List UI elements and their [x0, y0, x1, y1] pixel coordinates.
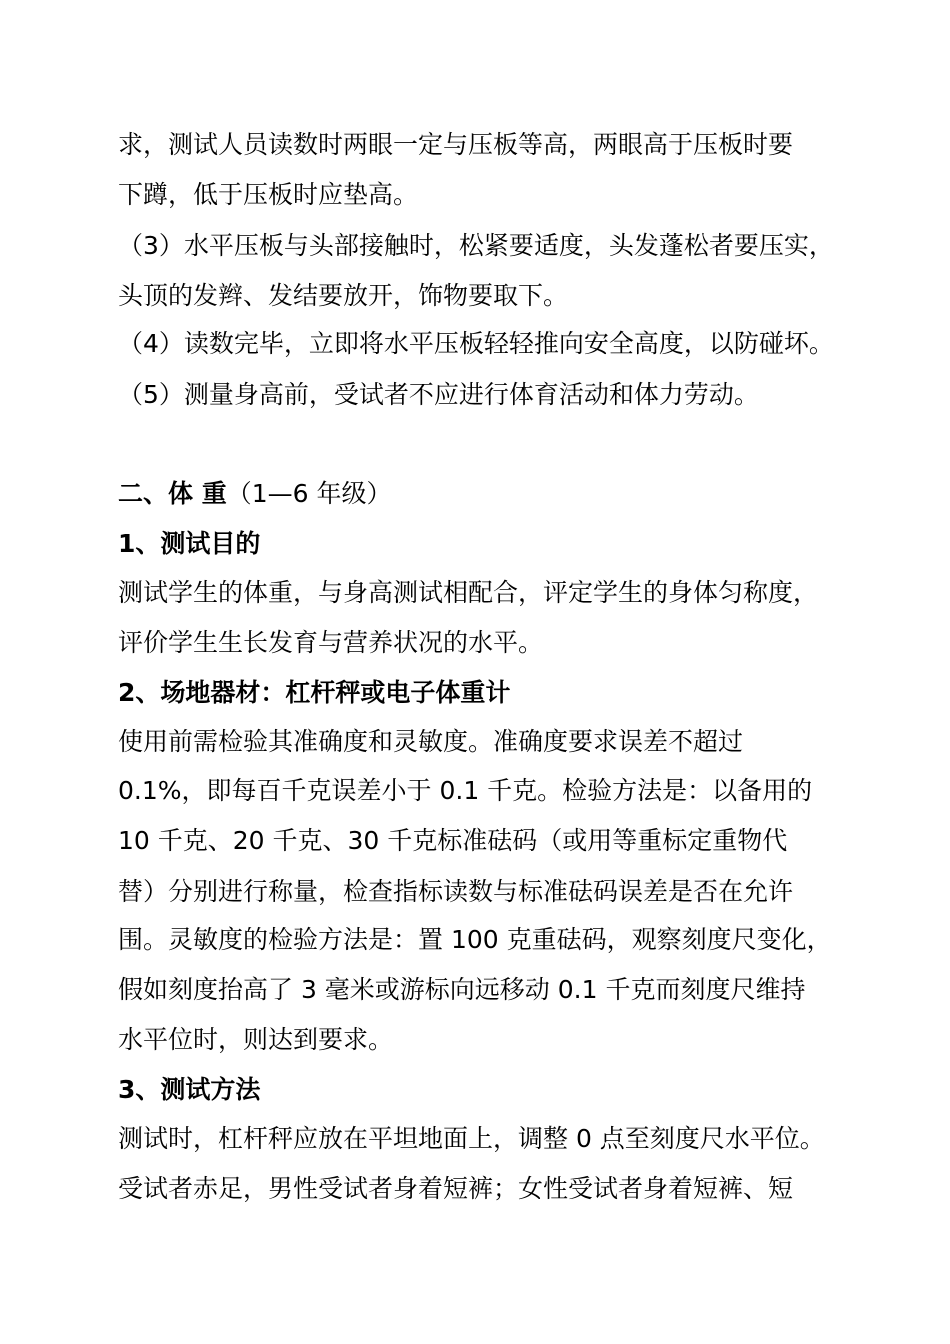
paragraph-line: 评价学生生长发育与营养状况的水平。 [118, 628, 544, 657]
section-heading [118, 479, 391, 509]
subheading-equipment: 2、场地器材：杠杆秤或电子体重计 [118, 678, 511, 707]
subheading-method: 3、测试方法 [118, 1075, 261, 1104]
section-heading-title: 二、体 重 [118, 479, 227, 508]
list-item-5: （5）测量身高前，受试者不应进行体育活动和体力劳动。 [118, 380, 759, 409]
paragraph-line: 围。灵敏度的检验方法是：置 100 克重砝码，观察刻度尺变化， [118, 925, 832, 954]
paragraph-line: 受试者赤足，男性受试者身着短裤；女性受试者身着短裤、短 [118, 1174, 794, 1203]
paragraph-line: 求，测试人员读数时两眼一定与压板等高，两眼高于压板时要 [118, 130, 794, 159]
paragraph-line: 替）分别进行称量，检查指标读数与标准砝码误差是否在允许 [118, 877, 794, 906]
paragraph-line: 测试时，杠杆秤应放在平坦地面上，调整 0 点至刻度尺水平位。 [118, 1124, 825, 1153]
paragraph-line: 使用前需检验其准确度和灵敏度。准确度要求误差不超过 [118, 727, 744, 756]
paragraph-line: 假如刻度抬高了 3 毫米或游标向远移动 0.1 千克而刻度尺维持 [118, 975, 806, 1004]
list-item-3-line: （3）水平压板与头部接触时，松紧要适度，头发蓬松者要压实， [118, 231, 834, 260]
paragraph-line: 水平位时，则达到要求。 [118, 1025, 394, 1054]
paragraph-line: 测试学生的体重，与身高测试相配合，评定学生的身体匀称度， [118, 578, 819, 607]
subheading-purpose: 1、测试目的 [118, 529, 261, 558]
paragraph-line: 10 千克、20 千克、30 千克标准砝码（或用等重标定重物代 [118, 826, 788, 855]
list-item-3-line: 头顶的发辫、发结要放开，饰物要取下。 [118, 281, 569, 310]
section-heading-note: （1—6 年级） [226, 479, 392, 508]
list-item-4: （4）读数完毕，立即将水平压板轻轻推向安全高度，以防碰坏。 [118, 329, 834, 358]
paragraph-line: 0.1%，即每百千克误差小于 0.1 千克。检验方法是：以备用的 [118, 776, 813, 805]
paragraph-line: 下蹲，低于压板时应垫高。 [118, 180, 419, 209]
